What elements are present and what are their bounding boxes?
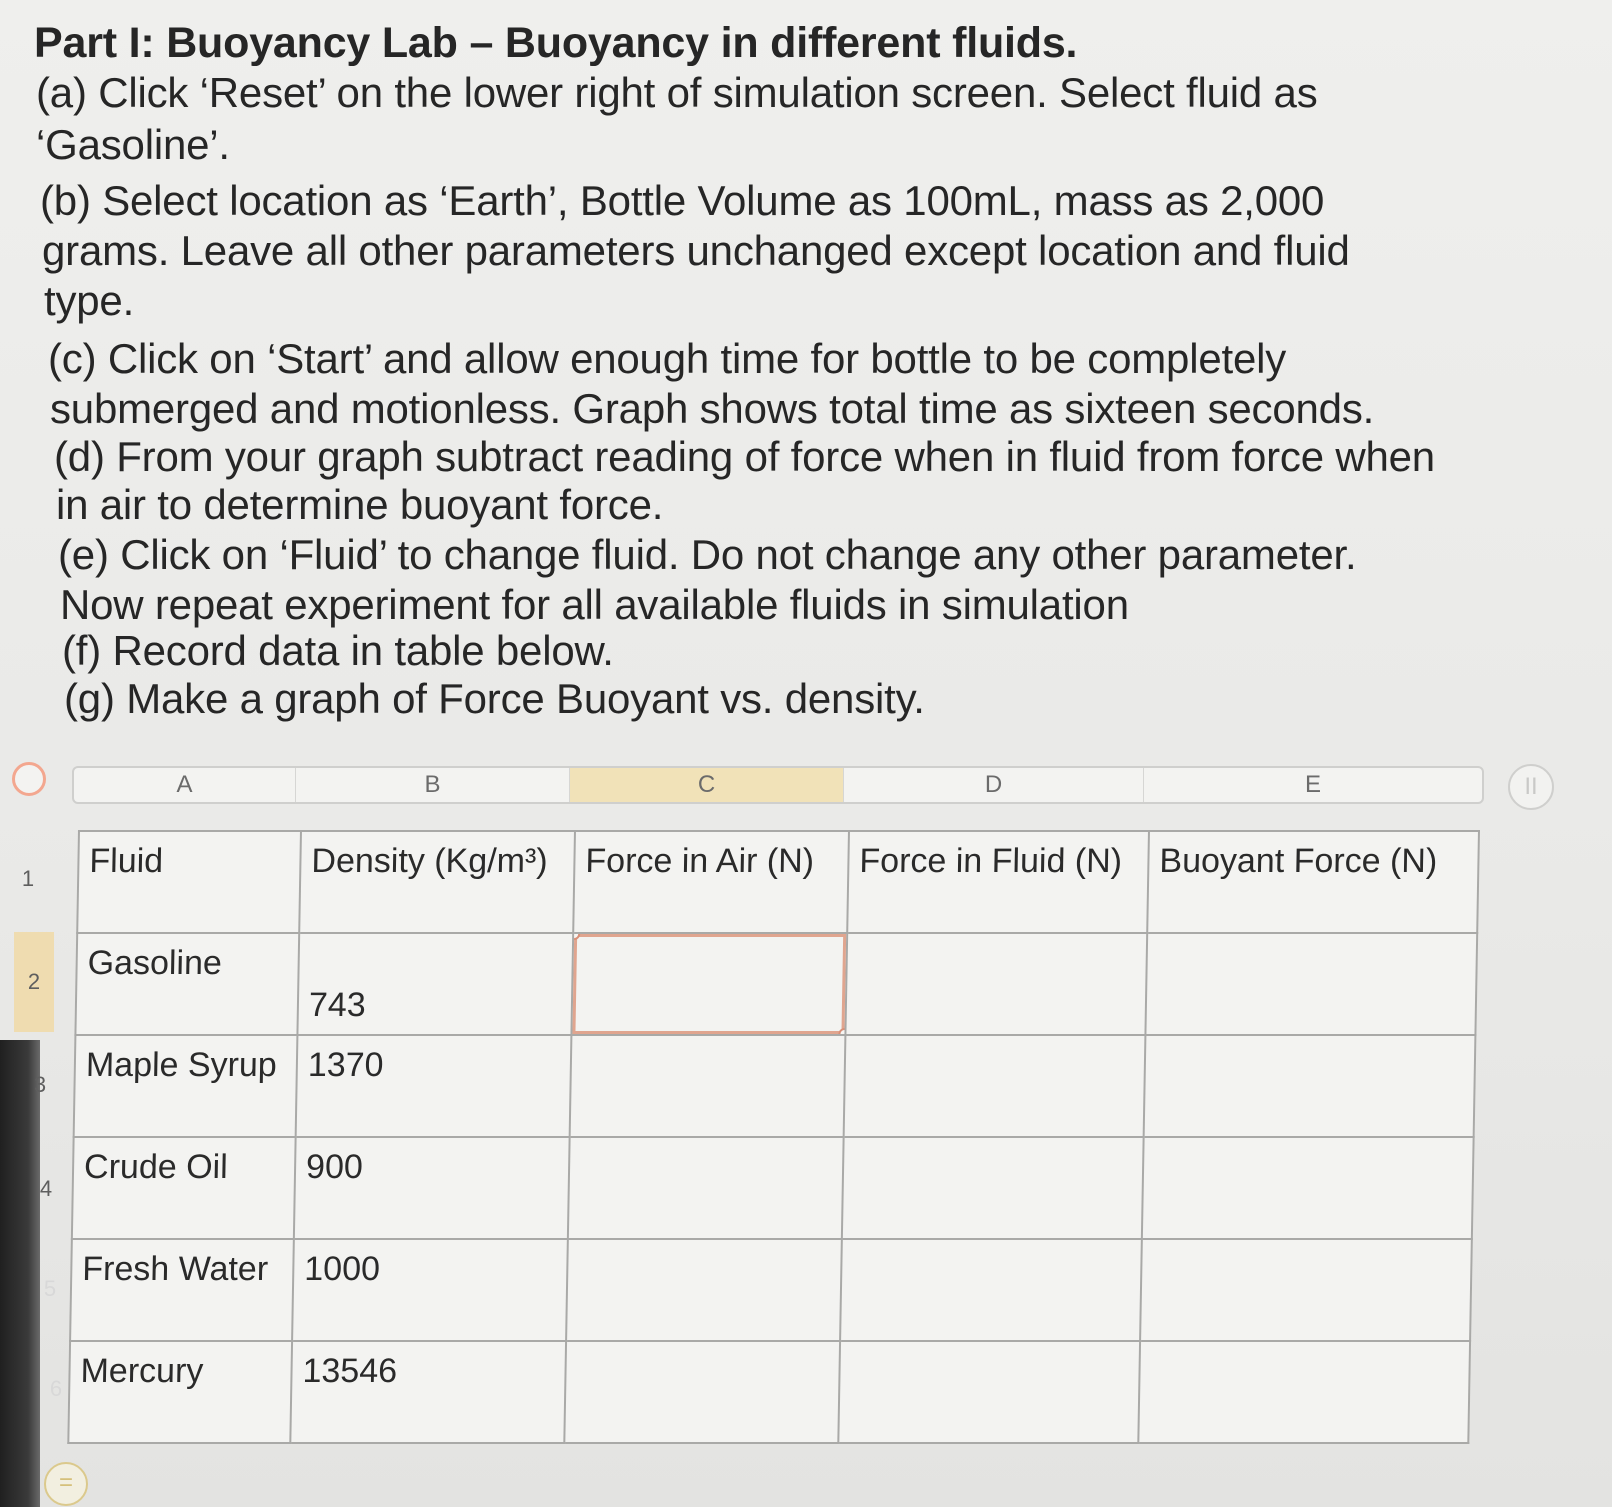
- select-all-corner-button[interactable]: [12, 762, 46, 796]
- instruction-line-a1: (a) Click ‘Reset’ on the lower right of simulation screen. Select fluid as: [36, 69, 1318, 116]
- cell-a5[interactable]: Fresh Water: [70, 1239, 294, 1341]
- cell-c3[interactable]: [570, 1035, 846, 1137]
- instruction-line-d2: in air to determine buoyant force.: [56, 481, 664, 528]
- cell-e6[interactable]: [1138, 1341, 1470, 1443]
- instruction-line-e2: Now repeat experiment for all available fluids in simulation: [60, 581, 1129, 628]
- cell-d2[interactable]: [845, 933, 1147, 1035]
- cell-b5[interactable]: 1000: [292, 1239, 568, 1341]
- pause-icon[interactable]: II: [1508, 764, 1554, 810]
- cell-a6[interactable]: Mercury: [68, 1341, 292, 1443]
- instruction-line-d1: (d) From your graph subtract reading of force when in fluid from force when: [54, 433, 1435, 480]
- spreadsheet-grid: [67, 830, 1478, 1450]
- table-row: [77, 831, 1479, 933]
- cell-a2[interactable]: Gasoline: [75, 933, 299, 1035]
- cell-c5[interactable]: [566, 1239, 842, 1341]
- row-header-4[interactable]: 4: [39, 1176, 53, 1201]
- lab-title: Part I: Buoyancy Lab – Buoyancy in different fluids.: [34, 19, 1078, 67]
- cell-e4[interactable]: [1142, 1137, 1474, 1239]
- data-table: [67, 830, 1480, 1444]
- row-header-5[interactable]: 5: [43, 1276, 57, 1301]
- column-header-d[interactable]: D: [844, 768, 1144, 802]
- instruction-line-b2: grams. Leave all other parameters unchanged except location and fluid: [42, 227, 1350, 274]
- add-row-button[interactable]: =: [44, 1462, 88, 1506]
- row-header-6[interactable]: 6: [49, 1376, 63, 1401]
- cell-a1[interactable]: Fluid: [77, 831, 301, 933]
- table-row: [74, 1035, 1476, 1137]
- column-header-bar: [72, 766, 1484, 804]
- instruction-line-g: (g) Make a graph of Force Buoyant vs. density.: [64, 675, 925, 722]
- cell-a3[interactable]: Maple Syrup: [74, 1035, 298, 1137]
- cell-b6[interactable]: 13546: [290, 1341, 566, 1443]
- instruction-line-c2: submerged and motionless. Graph shows total time as sixteen seconds.: [50, 385, 1375, 432]
- instruction-line-f: (f) Record data in table below.: [62, 627, 614, 674]
- cell-d3[interactable]: [844, 1035, 1146, 1137]
- instruction-line-b1: (b) Select location as ‘Earth’, Bottle Volume as 100mL, mass as 2,000: [40, 177, 1325, 224]
- cell-c2-selected[interactable]: [571, 933, 847, 1035]
- table-row: [75, 933, 1477, 1035]
- column-header-a[interactable]: A: [74, 768, 296, 802]
- cell-e5[interactable]: [1140, 1239, 1472, 1341]
- instructions-text: [0, 0, 1560, 760]
- cell-b1[interactable]: Density (Kg/m³): [299, 831, 575, 933]
- cell-c1[interactable]: Force in Air (N): [573, 831, 849, 933]
- column-header-e[interactable]: E: [1304, 771, 1321, 798]
- cell-c6[interactable]: [564, 1341, 840, 1443]
- cell-d1[interactable]: Force in Fluid (N): [847, 831, 1149, 933]
- screen-bezel-edge: [0, 1040, 40, 1507]
- cell-b4[interactable]: 900: [294, 1137, 570, 1239]
- cell-d6[interactable]: [838, 1341, 1140, 1443]
- instruction-line-e1: (e) Click on ‘Fluid’ to change fluid. Do not change any other parameter.: [58, 531, 1357, 578]
- instruction-line-b3: type.: [44, 277, 135, 324]
- cell-a4[interactable]: Crude Oil: [72, 1137, 296, 1239]
- column-header-b[interactable]: B: [296, 768, 570, 802]
- cell-b3[interactable]: 1370: [296, 1035, 572, 1137]
- row-header-3[interactable]: 3: [33, 1072, 47, 1097]
- table-row: [72, 1137, 1474, 1239]
- column-header-c[interactable]: C: [570, 768, 844, 802]
- cell-e3[interactable]: [1144, 1035, 1476, 1137]
- selection-handle-top-left[interactable]: [571, 933, 580, 940]
- instruction-line-c1: (c) Click on ‘Start’ and allow enough time for bottle to be completely: [48, 335, 1287, 382]
- cell-e2[interactable]: [1145, 933, 1477, 1035]
- cell-e1[interactable]: Buoyant Force (N): [1147, 831, 1479, 933]
- instruction-line-a2: ‘Gasoline’.: [36, 121, 230, 168]
- cell-d4[interactable]: [842, 1137, 1144, 1239]
- table-row: [68, 1341, 1470, 1443]
- cell-b2[interactable]: 743: [297, 933, 573, 1035]
- table-row: [70, 1239, 1472, 1341]
- cell-d5[interactable]: [840, 1239, 1142, 1341]
- row-header-1[interactable]: 1: [21, 866, 35, 891]
- row-header-2[interactable]: 2: [14, 932, 54, 1032]
- cell-c4[interactable]: [568, 1137, 844, 1239]
